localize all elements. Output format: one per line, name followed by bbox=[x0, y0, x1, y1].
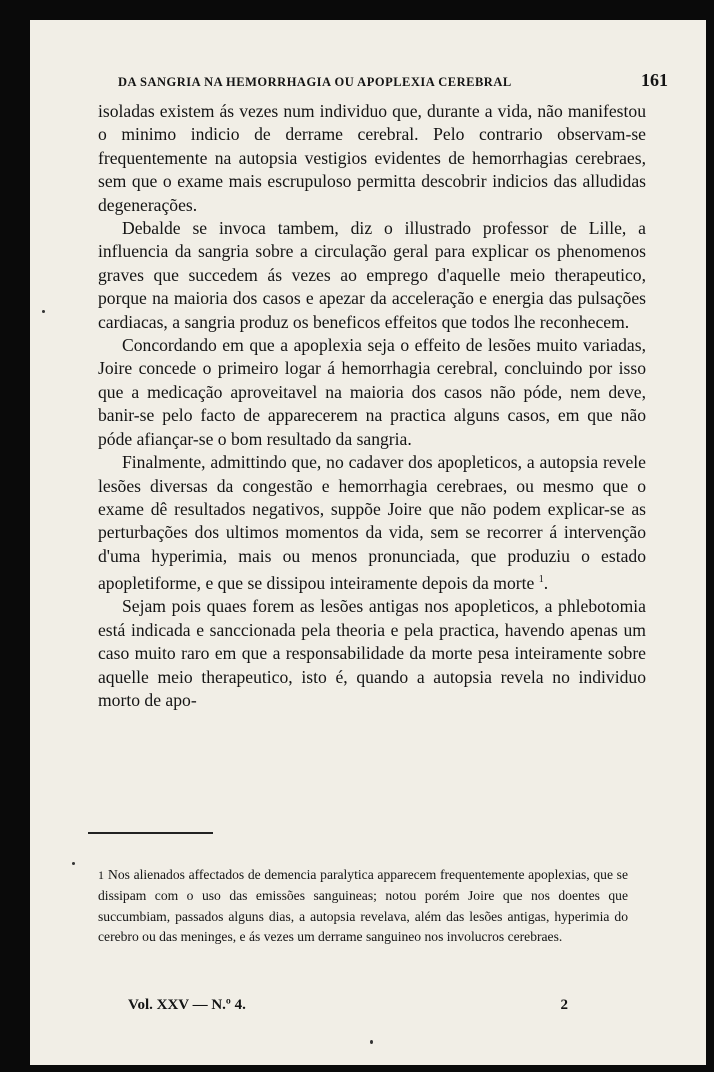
print-speck bbox=[370, 1040, 373, 1044]
sheet-number: 2 bbox=[560, 997, 568, 1013]
footnote-divider bbox=[88, 832, 213, 834]
page-number: 161 bbox=[641, 70, 668, 90]
body-text bbox=[98, 100, 646, 712]
print-speck bbox=[72, 862, 75, 865]
paragraph-1: isoladas existem ás vezes num individuo que, durante a vida, não manifestou o minimo indicio de derrame cerebral. Pelo contrario observam-se frequentemente na autopsia vestigios evidentes de hemorrhagias cerebraes, sem que o exame mais escrupuloso permitta descobrir indicios das alludidas degenerações. bbox=[98, 101, 646, 215]
footnote bbox=[98, 865, 628, 948]
footnote-marker: 1 bbox=[98, 868, 104, 882]
footnote-text: Nos alienados affectados de demencia paralytica apparecem frequentemente apoplexias, que se dissipam com o uso das emissões sanguineas; notou porém Joire que nos doentes que succumbiam, passados alguns dias, a autopsia revelava, além das lesões antigas, hyperimia do cerebro ou das meninges, e ás vezes um derrame sanguineo nos involucros cerebraes. bbox=[98, 867, 628, 945]
footnote-reference: 1 bbox=[538, 574, 544, 586]
volume-label: Vol. XXV — N.º 4. bbox=[128, 997, 246, 1013]
book-page bbox=[30, 20, 706, 1065]
paragraph-4-text: Finalmente, admittindo que, no cadaver dos apopleticos, a autopsia revele lesões diversas da congestão e hemorrhagia cerebraes, ou mesmo que o exame dê resultados negativos, suppõe Joire que não podem explicar-se as perturbações dos ultimos momentos da vida, sem se recorrer á intervenção d'uma hyperimia, mais ou menos pronunciada, que produziu o estado apopletiforme, e que se dissipou inteiramente depois da morte bbox=[98, 452, 646, 593]
print-speck bbox=[42, 310, 45, 313]
paragraph-3: Concordando em que a apoplexia seja o effeito de lesões muito variadas, Joire concede o primeiro logar á hemorrhagia cerebral, concluindo por isso que a medicação aproveitavel na maioria dos casos não póde, nem deve, banir-se pelo facto de apparecerem na practica alguns casos, em que não póde afiançar-se o bom resultado da sangria. bbox=[98, 335, 646, 449]
signature-line bbox=[128, 975, 568, 1014]
paragraph-2: Debalde se invoca tambem, diz o illustrado professor de Lille, a influencia da sangria sobre a circulação geral para explicar os phenomenos graves que succedem ás vezes ao emprego d'aquelle meio therapeutico, porque na maioria dos casos e apezar da acceleração e energia das pulsações cardiacas, a sangria produz os beneficos effeitos que todos lhe reconhecem. bbox=[98, 218, 646, 332]
paragraph-5: Sejam pois quaes forem as lesões antigas nos apopleticos, a phlebotomia está indicada e sanccionada pela theoria e pela practica, havendo apenas um caso muito raro em que a responsabilidade da morte pesa inteiramente sobre aquelle meio therapeutico, isto é, quando a autopsia revela no individuo morto de apo- bbox=[98, 596, 646, 711]
running-title: DA SANGRIA NA HEMORRHAGIA OU APOPLEXIA CEREBRAL bbox=[118, 75, 512, 89]
page-header bbox=[118, 70, 668, 91]
paragraph-4: Finalmente, admittindo que, no cadaver dos apopleticos, a autopsia revele lesões diversas da congestão e hemorrhagia cerebraes, ou mesmo que o exame dê resultados negativos, suppõe Joire que não podem explicar-se as perturbações dos ultimos momentos da vida, sem se recorrer á intervenção d'uma hyperimia, mais ou menos pronunciada, que produziu o estado apopletiforme, e que se dissipou inteiramente depois da morte $^1$. bbox=[98, 452, 646, 593]
